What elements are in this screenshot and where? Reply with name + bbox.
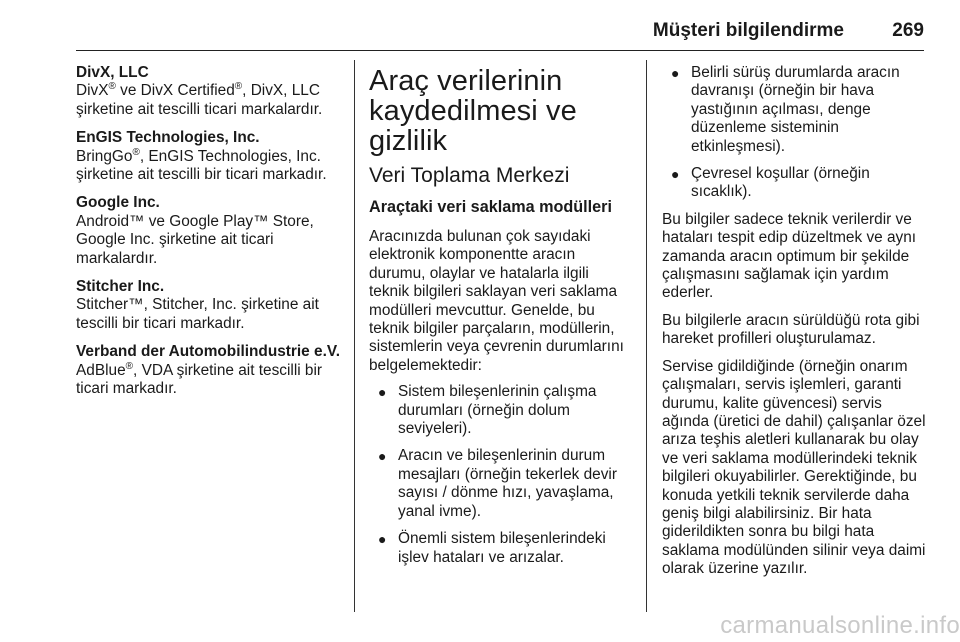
bullet-list <box>662 64 926 202</box>
entry-text: BringGo <box>76 147 133 165</box>
list-item <box>369 447 633 521</box>
trademark-entry <box>76 129 348 184</box>
registered-mark: ® <box>132 146 140 158</box>
entry-title: DivX, LLC <box>76 64 149 81</box>
registered-mark: ® <box>108 81 116 93</box>
column-data-recording <box>369 64 633 576</box>
column-trademarks <box>76 64 348 409</box>
registered-mark: ® <box>125 360 134 372</box>
bullet-icon: ● <box>378 384 387 401</box>
entry-title: Verband der Automobilindustrie e.V. <box>76 343 340 361</box>
intro-paragraph: Aracınızda bulunan çok sayıdaki elektronik komponentte aracın durumu, olaylar ve hatalarla ilgili teknik bilgileri saklayan veri saklama modülleri mevcuttur. Genelde, bu teknik bilgiler parçaların, modüllerin, sistemlerin veya çevrenin durumlarını belgelemektedir: <box>369 228 624 374</box>
list-item-text: Sistem bileşenlerinin çalışma durumları (örneğin dolum seviyeleri). <box>398 383 597 438</box>
entry-title: Stitcher Inc. <box>76 278 165 296</box>
entry-text: Android™ ve Google Play™ Store, Google Inc. şirketine ait ticari markalardır. <box>76 212 314 267</box>
bullet-list <box>369 383 633 567</box>
registered-mark: ® <box>234 81 243 93</box>
bullet-icon: ● <box>378 448 387 465</box>
subsection-heading: Veri Toplama Merkezi <box>369 164 570 187</box>
bullet-icon: ● <box>671 166 680 183</box>
page-number: 269 <box>892 20 924 41</box>
entry-text: , VDA şirketine ait tescilli bir ticari markadır. <box>76 361 323 398</box>
list-item <box>369 530 633 567</box>
header-title: Müşteri bilgilendirme <box>652 20 844 41</box>
list-item <box>369 383 633 438</box>
entry-text: AdBlue <box>76 361 126 379</box>
watermark: carmanualsonline.info <box>720 612 960 639</box>
entry-text: , EnGIS Technologies, Inc. şirketine ait tescilli bir ticari markadır. <box>76 147 327 184</box>
bullet-icon: ● <box>378 531 387 548</box>
entry-text: DivX <box>76 82 109 100</box>
list-item <box>662 64 926 156</box>
bullet-icon: ● <box>671 65 680 81</box>
entry-text: Stitcher™, Stitcher, Inc. şirketine ait tescilli bir ticari markadır. <box>76 296 319 332</box>
body-paragraph: Bu bilgiler sadece teknik verilerdir ve hataları tespit edip düzeltmek ve aynı zamanda aracın optimum bir şekilde çalışmasını sağlamak için yardım ederler. <box>662 210 917 302</box>
column-divider <box>646 60 647 612</box>
trademark-entry <box>76 343 348 398</box>
list-item-text: Çevresel koşullar (örneğin sıcaklık). <box>691 165 870 201</box>
entry-text: , DivX, LLC şirketine ait tescilli ticari markalardır. <box>76 82 323 118</box>
entry-title: Google Inc. <box>76 194 160 212</box>
list-item-text: Aracın ve bileşenlerinin durum mesajları (örneğin tekerlek devir sayısı / dönme hızı, yavaşlama, yanal ivme). <box>398 447 617 520</box>
list-item-text: Önemli sistem bileşenlerindeki işlev hataları ve arızalar. <box>398 530 606 566</box>
column-data-continued <box>662 64 926 588</box>
page-header <box>76 0 924 51</box>
body-paragraph: Bu bilgilerle aracın sürüldüğü rota gibi hareket profilleri oluşturulamaz. <box>662 311 920 348</box>
body-paragraph: Servise gidildiğinde (örneğin onarım çalışmaları, servis işlemleri, garanti durumu, kalite güvencesi) servis ağında (üretici de dahil) çalışanlar özel arıza teşhis aletleri kullanarak bu olay ve veri saklama modüllerindeki teknik bilgileri okuyabilirler. Gerektiğinde, bu konuda yetkili teknik servilerde daha geniş bilgi alabilirsiniz. Bir hata giderildikten sonra bu bilgi hata saklama modülünden silinir veya daimi olarak üzerine yazılır. <box>662 357 926 578</box>
list-item-text: Belirli sürüş durumlarda aracın davranışı (örneğin bir hava yastığının açılması, denge düzenleme sisteminin etkinleşmesi). <box>691 64 900 155</box>
entry-text: ve DivX Certified <box>115 82 235 100</box>
trademark-entry <box>76 278 348 333</box>
trademark-entry <box>76 64 348 119</box>
list-item <box>662 165 926 202</box>
entry-title: EnGIS Technologies, Inc. <box>76 129 260 147</box>
trademark-entry <box>76 194 348 268</box>
topic-heading: Araçtaki veri saklama modülleri <box>369 198 612 216</box>
section-heading: Araç verilerinin kaydedilmesi ve gizlilik <box>369 65 577 157</box>
column-divider <box>354 60 355 612</box>
